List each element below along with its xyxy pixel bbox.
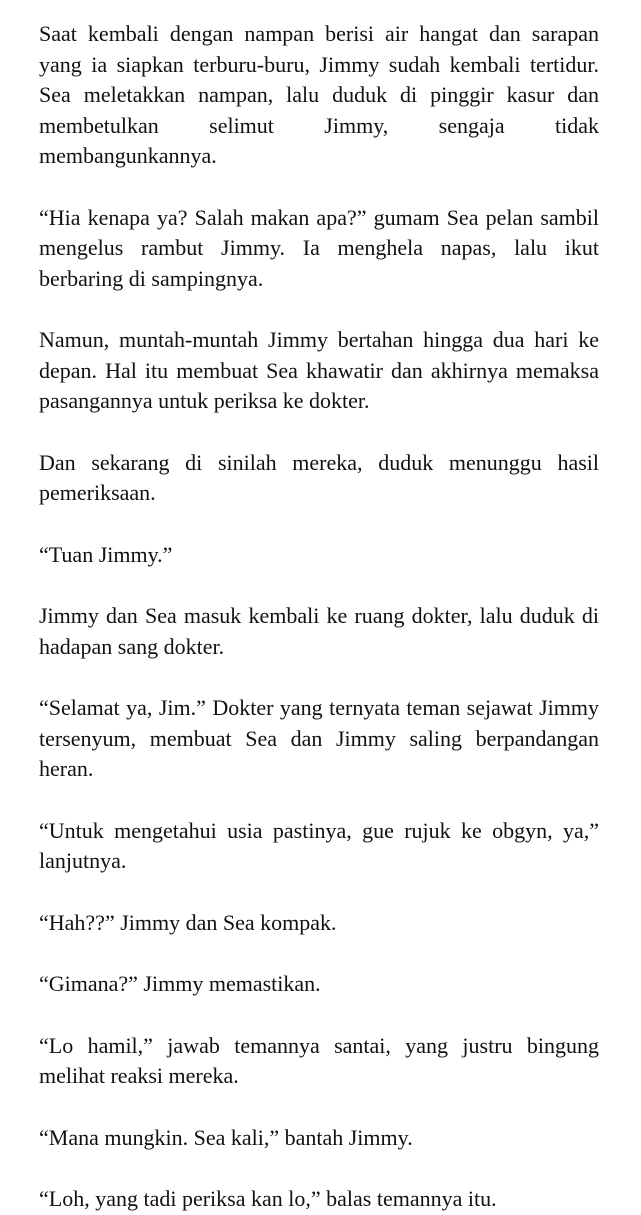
paragraph-3: Namun, muntah-muntah Jimmy bertahan hingga dua hari ke depan. Hal itu membuat Sea khawatir dan akhirnya memaksa pasangannya untuk periksa ke dokter. [39, 327, 599, 413]
paragraph-5: “Tuan Jimmy.” [39, 541, 173, 567]
paragraph-7: “Selamat ya, Jim.” Dokter yang ternyata teman sejawat Jimmy tersenyum, membuat Sea dan Jimmy saling berpandangan heran. [39, 695, 599, 781]
paragraph-10: “Gimana?” Jimmy memastikan. [39, 971, 321, 996]
paragraph-2: “Hia kenapa ya? Salah makan apa?” gumam Sea pelan sambil mengelus rambut Jimmy. Ia menghela napas, lalu ikut berbaring di sampingnya. [39, 204, 599, 291]
paragraph-9: “Hah??” Jimmy dan Sea kompak. [39, 909, 337, 935]
paragraph-4: Dan sekarang di sinilah mereka, duduk menunggu hasil pemeriksaan. [39, 449, 599, 505]
story-text-page [39, 19, 599, 1215]
paragraph-1: Saat kembali dengan nampan berisi air hangat dan sarapan yang ia siapkan terburu-buru, Jimmy sudah kembali tertidur. Sea meletakkan nampan, lalu duduk di pinggir kasur dan membetulkan selimut Jimmy, sengaja tidak membangunkannya. [39, 21, 599, 168]
paragraph-8: “Untuk mengetahui usia pastinya, gue rujuk ke obgyn, ya,” lanjutnya. [39, 817, 599, 873]
paragraph-11: “Lo hamil,” jawab temannya santai, yang justru bingung melihat reaksi mereka. [39, 1032, 599, 1088]
paragraph-6: Jimmy dan Sea masuk kembali ke ruang dokter, lalu duduk di hadapan sang dokter. [39, 603, 599, 659]
paragraph-12: “Mana mungkin. Sea kali,” bantah Jimmy. [39, 1124, 413, 1150]
paragraph-13: “Loh, yang tadi periksa kan lo,” balas temannya itu. [39, 1186, 497, 1211]
